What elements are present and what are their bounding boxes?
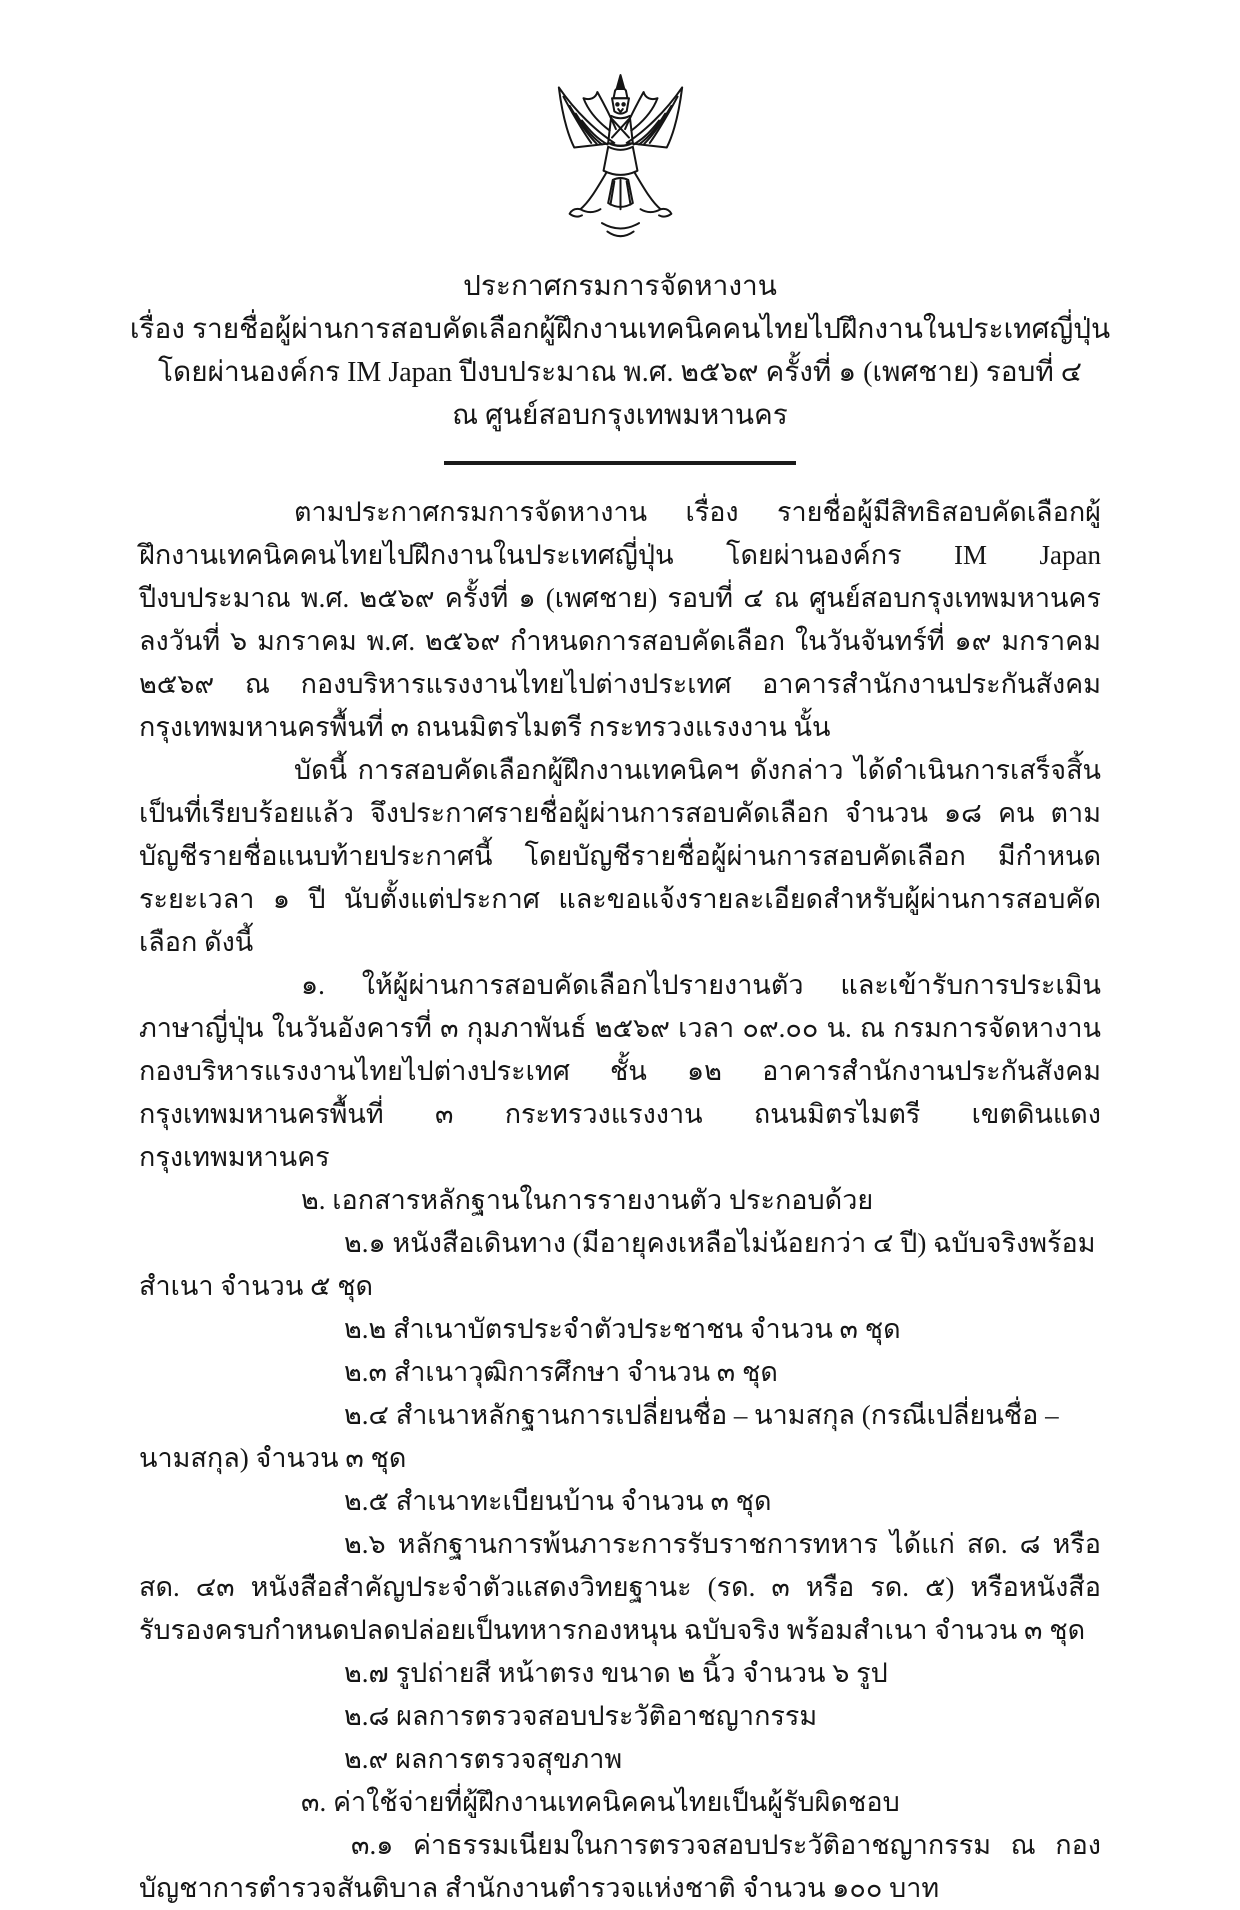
item-2-4-name-change: ๒.๔ สำเนาหลักฐานการเปลี่ยนชื่อ – นามสกุล (กรณีเปลี่ยนชื่อ – นามสกุล) จำนวน ๓ ชุด [139,1400,1059,1473]
item-3-expenses-heading: ๓. ค่าใช้จ่ายที่ผู้ฝึกงานเทคนิคคนไทยเป็นผู้รับผิดชอบ [301,1787,900,1817]
item-2-documents-heading: ๒. เอกสารหลักฐานในการรายงานตัว ประกอบด้วย [301,1185,874,1215]
item-2-2-id-card: ๒.๒ สำเนาบัตรประจำตัวประชาชน จำนวน ๓ ชุด [344,1314,901,1344]
item-2-7-photos: ๒.๗ รูปถ่ายสี หน้าตรง ขนาด ๒ นิ้ว จำนวน ๖ รูป [344,1658,888,1688]
item-2-6-military-service: ๒.๖ หลักฐานการพ้นภาระการรับราชการทหาร ได้แก่ สด. ๘ หรือ สด. ๔๓ หนังสือสำคัญประจำตัวแสดงวิทยฐานะ (รด. ๓ หรือ รด. ๕) หรือหนังสือรับรองครบกำหนดปลดปล่อยเป็นทหารกองหนุน ฉบับจริง พร้อมสำเนา จำนวน ๓ ชุด [139,1529,1101,1645]
document-title: ประกาศกรมการจัดหางาน [463,271,777,302]
item-1-reporting: ๑. ให้ผู้ผ่านการสอบคัดเลือกไปรายงานตัว และเข้ารับการประเมินภาษาญี่ปุ่น ในวันอังคารที่ ๓ กุมภาพันธ์ ๒๕๖๙ เวลา ๐๙.๐๐ น. ณ กรมการจัดหางาน กองบริหารแรงงานไทยไปต่างประเทศ ชั้น ๑๒ อาคารสำนักงานประกันสังคมกรุงเทพมหานครพื้นที่ ๓ กระทรวงแรงงาน ถนนมิตรไมตรี เขตดินแดง กรุงเทพมหานคร [139,970,1101,1172]
item-2-8-criminal-record-check: ๒.๘ ผลการตรวจสอบประวัติอาชญากรรม [344,1701,818,1731]
document-body [139,491,1101,1910]
garuda-emblem-icon [533,72,708,257]
document-header [0,72,1240,465]
item-2-5-house-registration: ๒.๕ สำเนาทะเบียนบ้าน จำนวน ๓ ชุด [344,1486,772,1516]
document-page [0,72,1240,1903]
subject-line-3: ณ ศูนย์สอบกรุงเทพมหานคร [452,400,788,431]
paragraph-reference: ตามประกาศกรมการจัดหางาน เรื่อง รายชื่อผู้มีสิทธิสอบคัดเลือกผู้ฝึกงานเทคนิคคนไทยไปฝึกงานในประเทศญี่ปุ่น โดยผ่านองค์กร IM Japan ปีงบประมาณ พ.ศ. ๒๕๖๙ ครั้งที่ ๑ (เพศชาย) รอบที่ ๔ ณ ศูนย์สอบกรุงเทพมหานคร ลงวันที่ ๖ มกราคม พ.ศ. ๒๕๖๙ กำหนดการสอบคัดเลือก ในวันจันทร์ที่ ๑๙ มกราคม ๒๕๖๙ ณ กองบริหารแรงงานไทยไปต่างประเทศ อาคารสำนักงานประกันสังคมกรุงเทพมหานครพื้นที่ ๓ ถนนมิตรไมตรี กระทรวงแรงงาน นั้น [139,497,1101,742]
item-3-1-criminal-check-fee: ๓.๑ ค่าธรรมเนียมในการตรวจสอบประวัติอาชญากรรม ณ กองบัญชาการตำรวจสันติบาล สำนักงานตำรวจแห่งชาติ จำนวน ๑๐๐ บาท [139,1830,1101,1903]
subject-line-2: โดยผ่านองค์กร IM Japan ปีงบประมาณ พ.ศ. ๒๕๖๙ ครั้งที่ ๑ (เพศชาย) รอบที่ ๔ [158,357,1082,388]
header-divider [444,461,796,465]
subject-line-1: เรื่อง รายชื่อผู้ผ่านการสอบคัดเลือกผู้ฝึกงานเทคนิคคนไทยไปฝึกงานในประเทศญี่ปุ่น [129,314,1111,345]
paragraph-announcement: บัดนี้ การสอบคัดเลือกผู้ฝึกงานเทคนิคฯ ดังกล่าว ได้ดำเนินการเสร็จสิ้นเป็นที่เรียบร้อยแล้ว จึงประกาศรายชื่อผู้ผ่านการสอบคัดเลือก จำนวน ๑๘ คน ตามบัญชีรายชื่อแนบท้ายประกาศนี้ โดยบัญชีรายชื่อผู้ผ่านการสอบคัดเลือก มีกำหนดระยะเวลา ๑ ปี นับตั้งแต่ประกาศ และขอแจ้งรายละเอียดสำหรับผู้ผ่านการสอบคัดเลือก ดังนี้ [139,755,1101,957]
item-2-3-education-certificate: ๒.๓ สำเนาวุฒิการศึกษา จำนวน ๓ ชุด [344,1357,778,1387]
item-2-9-health-check: ๒.๙ ผลการตรวจสุขภาพ [344,1744,623,1774]
item-2-1-passport: ๒.๑ หนังสือเดินทาง (มีอายุคงเหลือไม่น้อยกว่า ๔ ปี) ฉบับจริงพร้อมสำเนา จำนวน ๕ ชุด [139,1228,1096,1301]
